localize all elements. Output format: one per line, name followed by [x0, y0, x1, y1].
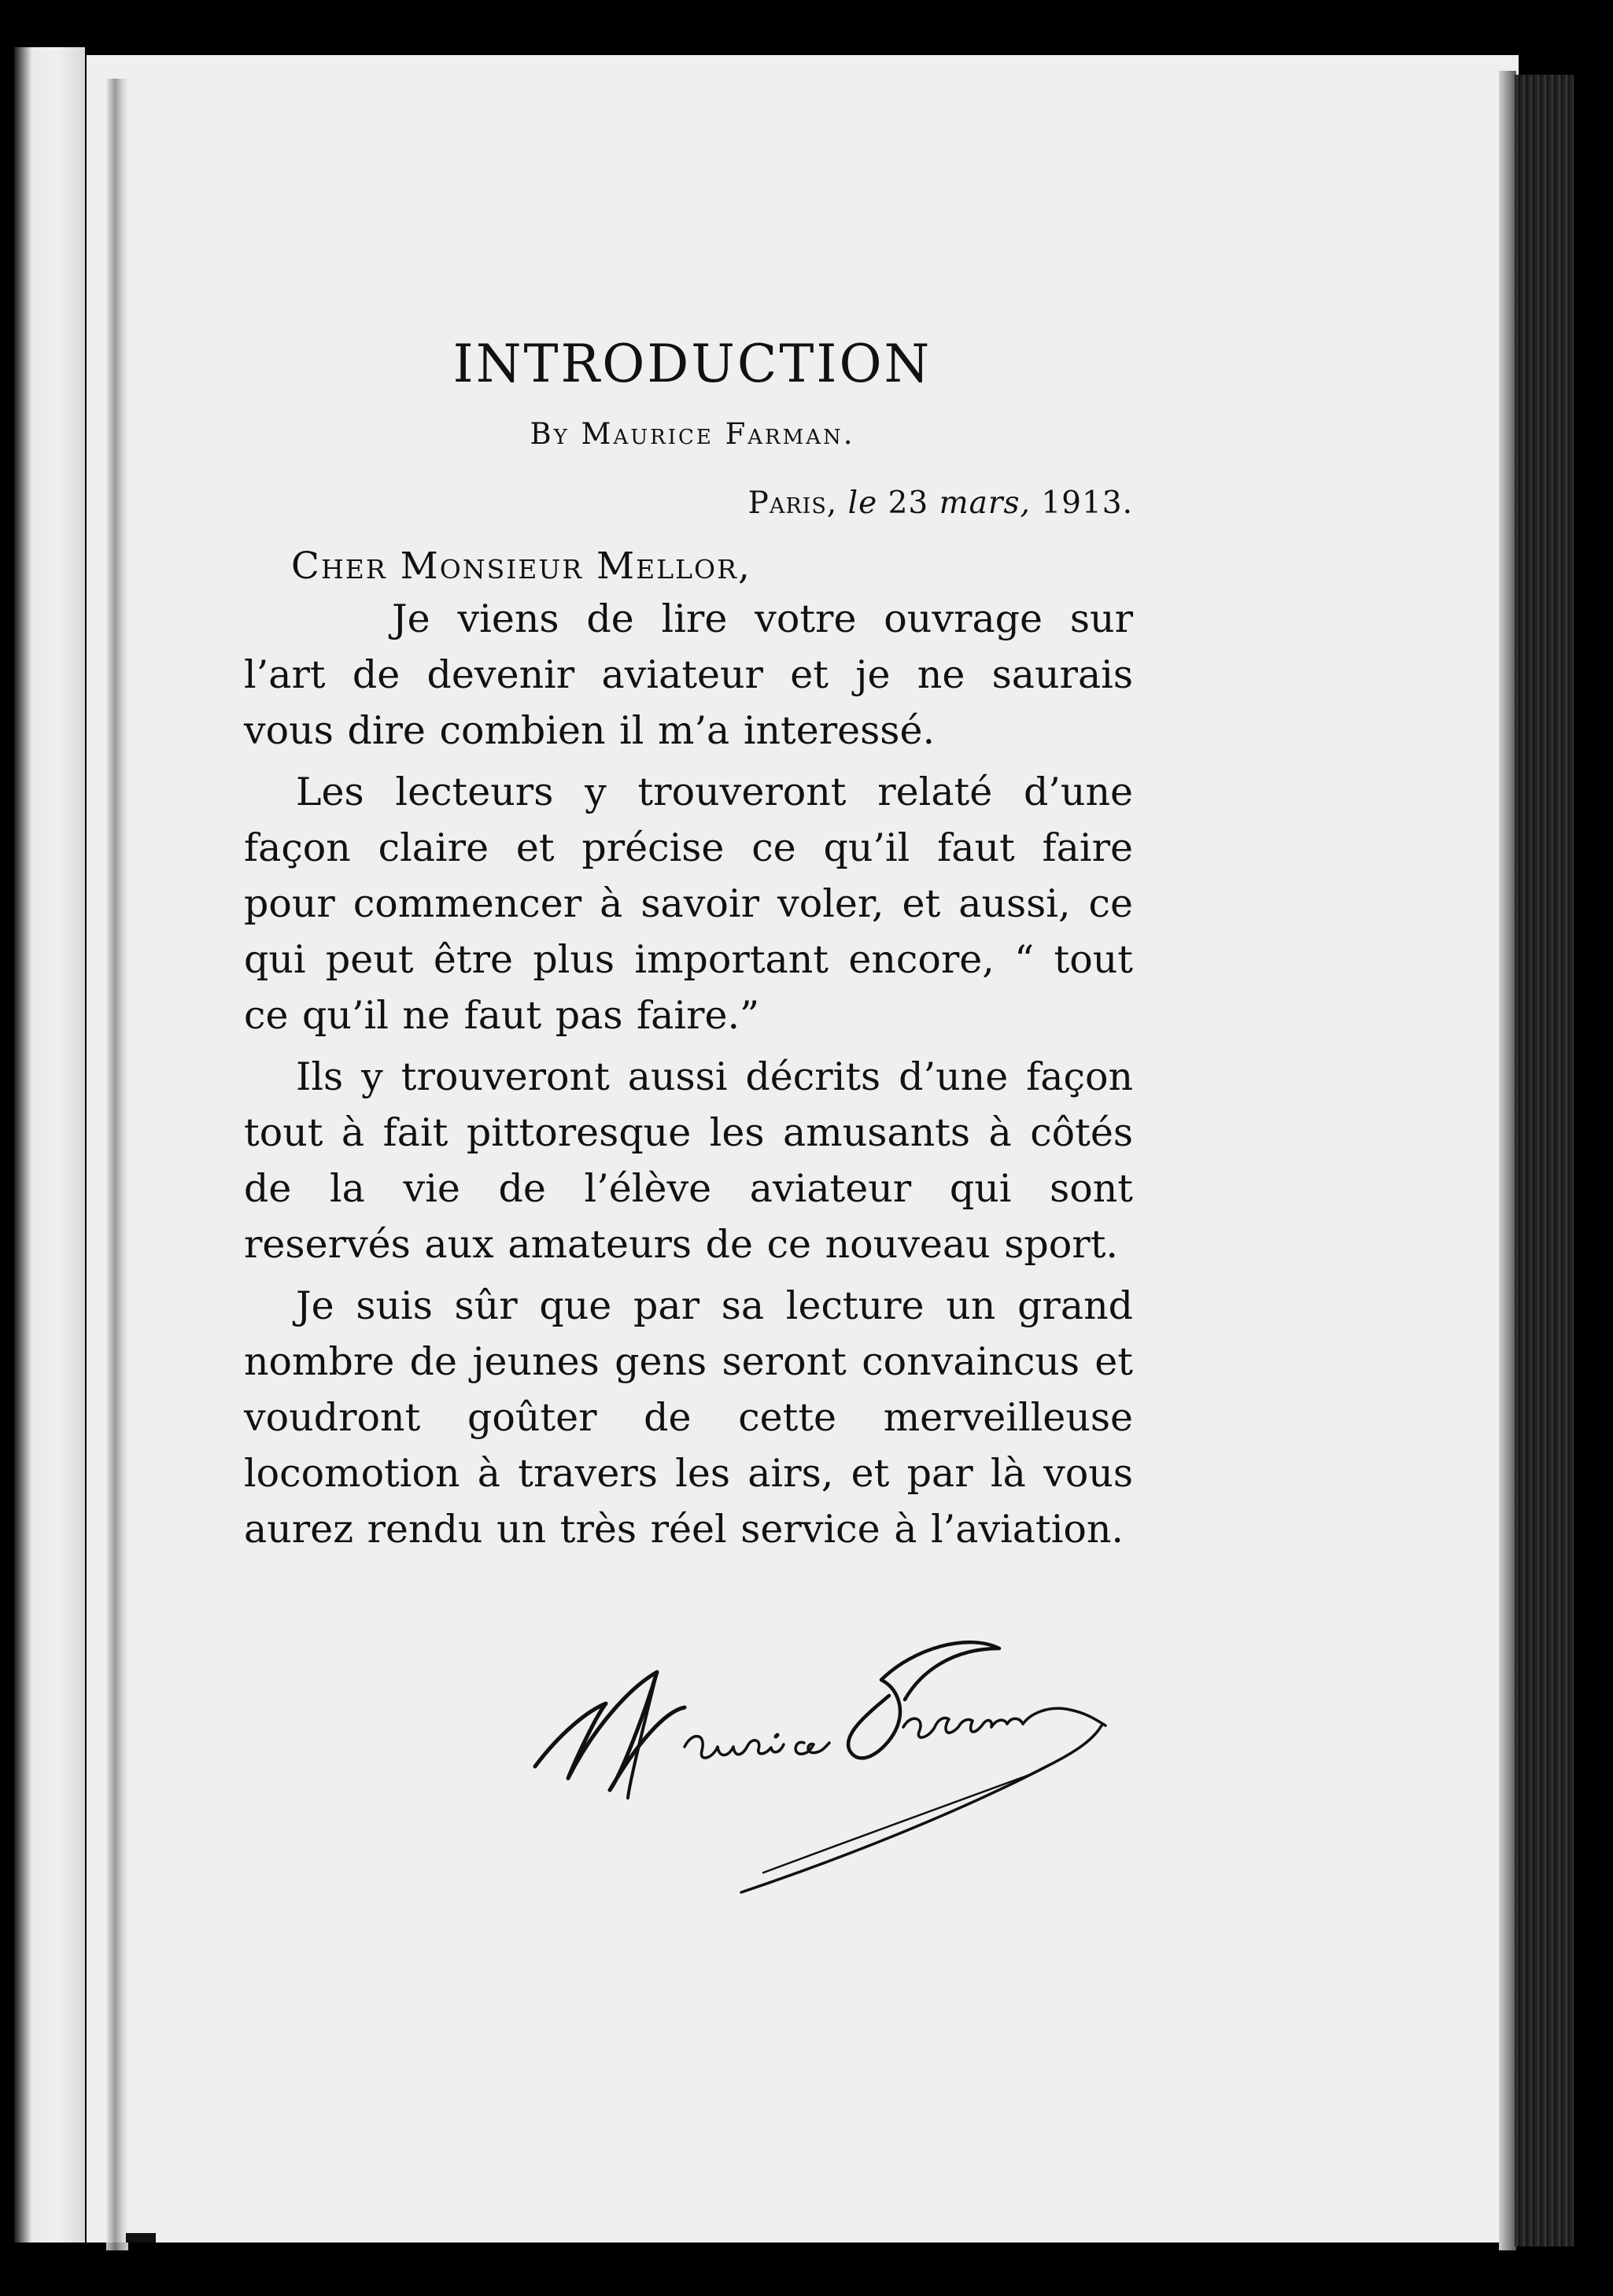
- scan-mark: [126, 2233, 156, 2242]
- page-gutter-shadow: [106, 79, 128, 2250]
- paragraph-1: Je viens de lire votre ouvrage sur l’art de devenir aviateur et je ne saurais vous dire combien il m’a interessé.: [244, 596, 1133, 753]
- introduction-text: [244, 334, 1133, 1563]
- dateline-month: mars,: [939, 485, 1031, 521]
- salutation: Cher Monsieur Mellor,: [291, 544, 751, 588]
- left-page-edge: [14, 47, 85, 2242]
- dateline: [244, 485, 1133, 521]
- signature: [527, 1601, 1141, 1916]
- paragraph-4: Je suis sûr que par sa lecture un grand nombre de jeunes gens seront convaincus et voudront goûter de cette merveilleuse locomotion à travers les airs, et par là vous aurez rendu un très réel service à l’aviation.: [244, 1283, 1133, 1552]
- right-page-edge: [1499, 71, 1516, 2250]
- dateline-day: 23: [888, 485, 929, 521]
- dateline-le: le: [847, 485, 878, 521]
- right-page-stack: [1515, 75, 1574, 2246]
- paragraph-2: Les lecteurs y trouveront relaté d’une façon claire et précise ce qu’il faut faire pour commencer à savoir voler, et aussi, ce qui peut être plus important encore, “ tout ce qu’il ne faut pas faire.”: [244, 770, 1133, 1038]
- page-title: INTRODUCTION: [452, 334, 932, 394]
- letter-body: [244, 591, 1133, 1557]
- paragraph-3: Ils y trouveront aussi décrits d’une façon tout à fait pittoresque les amusants à côtés de la vie de l’élève aviateur qui sont reservés aux amateurs de ce nouveau sport.: [244, 1054, 1133, 1267]
- byline: By Maurice Farman.: [530, 417, 855, 451]
- dateline-place: Paris,: [747, 485, 838, 521]
- dateline-year: 1913.: [1041, 485, 1133, 521]
